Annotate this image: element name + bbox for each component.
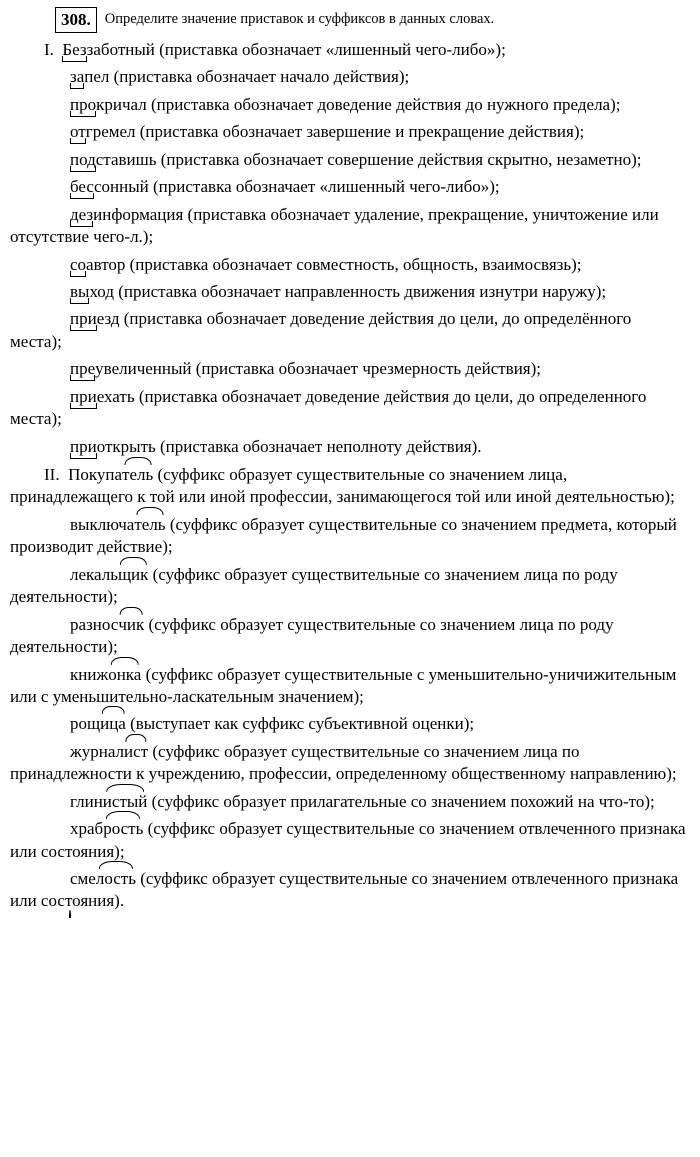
- item-rest-text: (суффикс образует существительные со значением лица по роду деятельности);: [10, 614, 614, 657]
- item-rest-text: (суффикс образует существительные со значением предмета, который производит действие);: [10, 514, 677, 557]
- item-rest-text: езд (приставка обозначает доведение действия до цели, до определённого места);: [10, 309, 632, 351]
- list-item: [10, 868, 686, 913]
- list-item: [10, 514, 686, 559]
- item-rest-text: (суффикс образует существительные со значением отвлеченного признака или состояния);: [10, 819, 686, 861]
- item-rest-text: заботный (приставка обозначает «лишенный чего-либо»);: [86, 40, 506, 59]
- exercise-header: [10, 6, 686, 33]
- prefix-marked-text: от: [70, 122, 86, 142]
- item-rest-text: (суффикс образует прилагательные со значением похожий на что-то);: [147, 791, 655, 811]
- list-item: [10, 386, 686, 431]
- item-rest-text: (суффикс образует существительные со значением лица по принадлежности к учреждению, профессии, определенному общественному направлению);: [10, 741, 677, 784]
- exercise-instruction: Определите значение приставок и суффиксов в данных словах.: [104, 11, 495, 27]
- list-item: [10, 66, 686, 88]
- prefix-marked-text: бес: [70, 177, 94, 197]
- item-stem-text: сме: [70, 869, 96, 888]
- item-rest-text: (суффикс образует существительные со значением лица по роду деятельности);: [10, 564, 618, 607]
- list-item: [10, 791, 686, 813]
- list-item: [10, 176, 686, 198]
- suffix-marked-text: истый: [102, 791, 148, 811]
- prefix-marked-text: про: [70, 94, 97, 114]
- item-stem-text: книж: [70, 664, 109, 684]
- suffix-marked-text: ица: [100, 714, 126, 734]
- prefix-marked-text: за: [70, 67, 85, 87]
- item-stem-text: храб: [70, 819, 104, 839]
- item-rest-text: (суффикс образует существительные со значением отвлеченного признака или состояния).: [10, 869, 679, 911]
- item-stem-text: выключа: [70, 514, 135, 534]
- item-rest-text: сонный (приставка обозначает «лишенный чего-либо»);: [93, 177, 500, 197]
- item-rest-text: кричал (приставка обозначает доведение действия до нужного предела);: [96, 94, 621, 114]
- list-item: [10, 713, 686, 735]
- prefix-marked-text: дез: [70, 204, 94, 224]
- suffix-marked-text: щик: [117, 564, 149, 584]
- suffix-marked-text: тель: [134, 514, 166, 534]
- prefix-marked-text: со: [70, 254, 87, 274]
- suffix-marked-text: ист: [124, 741, 149, 761]
- prefix-marked-text: пре: [70, 359, 96, 379]
- suffix-marked-text: тель: [122, 465, 154, 484]
- list-item: [10, 281, 686, 303]
- list-item: [10, 818, 686, 863]
- prefix-marked-text: вы: [70, 281, 90, 301]
- item-rest-text: (суффикс образует существительные с уменьшительно-уничижительным или с уменьшительно-ласкательным значением);: [10, 664, 677, 706]
- prefix-marked-text: при: [70, 386, 97, 406]
- item-rest-text: гремел (приставка обозначает завершение и прекращение действия);: [85, 122, 585, 142]
- suffix-marked-text: чик: [118, 614, 145, 634]
- list-item: [10, 94, 686, 116]
- list-item: [10, 308, 686, 353]
- item-rest-text: (выступает как суффикс субъективной оценки);: [125, 714, 475, 734]
- list-item: [10, 741, 686, 786]
- prefix-marked-text: под: [70, 149, 96, 169]
- prefix-marked-text: при: [70, 309, 97, 329]
- item-rest-text: информация (приставка обозначает удаление, прекращение, уничтожение или отсутствие чего-л.);: [10, 204, 659, 247]
- list-item: [10, 358, 686, 380]
- item-stem-text: лекаль: [70, 564, 118, 584]
- exercise-number: 308.: [55, 7, 97, 33]
- item-stem-text: рощ: [70, 714, 101, 734]
- item-rest-text: ход (приставка обозначает направленность движения изнутри наружу);: [89, 281, 607, 301]
- list-item: [10, 664, 686, 709]
- part-two-first-item: [10, 464, 686, 509]
- part-one-label: I.: [44, 40, 54, 59]
- item-rest-text: (суффикс образует существительные со значением лица, принадлежащего к той или иной профессии, занимающегося той или иной деятельностью);: [10, 465, 675, 507]
- list-item: [10, 614, 686, 659]
- item-rest-text: ехать (приставка обозначает доведение действия до цели, до определенного места);: [10, 386, 647, 429]
- item-rest-text: увеличенный (приставка обозначает чрезмерность действия);: [95, 359, 541, 379]
- item-rest-text: пел (приставка обозначает начало действия);: [84, 67, 410, 87]
- suffix-marked-text: рость: [103, 819, 144, 839]
- item-stem-text: Покупа: [68, 465, 123, 484]
- item-rest-text: открыть (приставка обозначает неполноту действия).: [96, 436, 482, 456]
- suffix-marked-text: онка: [108, 664, 142, 684]
- list-item: [10, 254, 686, 276]
- part-one-first-item: [10, 39, 686, 61]
- item-rest-text: автор (приставка обозначает совместность, общность, взаимосвязь);: [86, 254, 582, 274]
- prefix-marked-text: при: [70, 436, 97, 456]
- list-item: [10, 564, 686, 609]
- suffix-marked-text: лость: [95, 869, 136, 888]
- part-two-label: II.: [44, 465, 60, 484]
- item-stem-text: разнос: [70, 614, 119, 634]
- list-item: [10, 149, 686, 171]
- prefix-marked-text: Без: [62, 40, 87, 59]
- item-stem-text: журнал: [70, 741, 125, 761]
- list-item: [10, 436, 686, 458]
- list-item: [10, 121, 686, 143]
- list-item: [10, 204, 686, 249]
- item-stem-text: глин: [70, 791, 103, 811]
- item-rest-text: ставишь (приставка обозначает совершение действия скрытно, незаметно);: [95, 149, 642, 169]
